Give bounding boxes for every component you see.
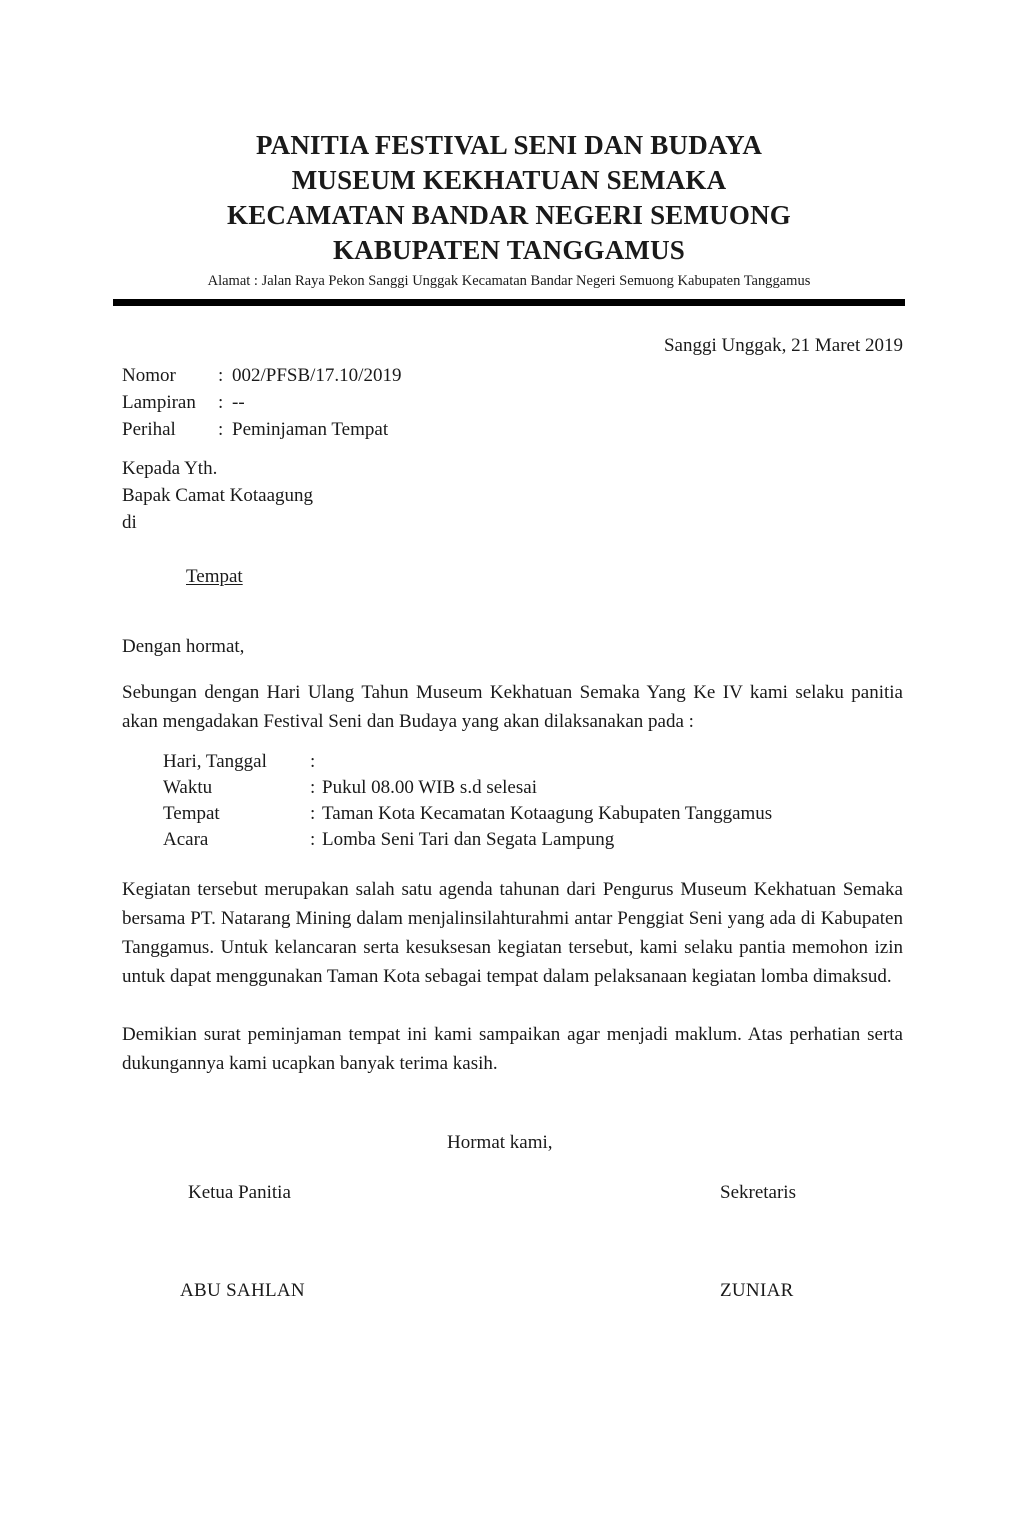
addressee-block <box>122 455 313 590</box>
addressee-recipient: Bapak Camat Kotaagung <box>122 485 314 506</box>
reference-label-nomor: Nomor <box>122 365 176 386</box>
signature-name-ketua-panitia: ABU SAHLAN <box>180 1280 305 1301</box>
body-intro-paragraph: Sebungan dengan Hari Ulang Tahun Museum Kekhatuan Semaka Yang Ke IV kami selaku panitia akan mengadakan Festival Seni dan Budaya yang akan dilaksanakan pada : <box>122 682 903 732</box>
reference-block <box>122 362 401 443</box>
detail-label-acara: Acara <box>163 829 209 850</box>
signature-title-sekretaris: Sekretaris <box>720 1182 796 1203</box>
detail-row-acara <box>163 827 772 853</box>
detail-label-hari-tanggal: Hari, Tanggal <box>163 751 267 772</box>
detail-row-hari-tanggal <box>163 749 772 775</box>
signature-title-ketua-panitia: Ketua Panitia <box>188 1182 291 1203</box>
addressee-place-row <box>122 563 313 590</box>
detail-row-tempat <box>163 801 772 827</box>
reference-value-nomor: 002/PFSB/17.10/2019 <box>232 365 402 386</box>
letterhead <box>113 128 905 291</box>
detail-label-tempat: Tempat <box>163 803 220 824</box>
reference-value-lampiran: -- <box>232 392 245 413</box>
detail-colon-tempat: : <box>310 803 316 824</box>
signature-closing-phrase: Hormat kami, <box>447 1132 553 1153</box>
detail-label-waktu: Waktu <box>163 777 213 798</box>
letterhead-address: Alamat : Jalan Raya Pekon Sanggi Unggak Kecamatan Bandar Negeri Semuong Kabupaten Tanggamus <box>207 273 811 289</box>
reference-colon-lampiran: : <box>218 392 224 413</box>
reference-row-perihal <box>122 416 401 443</box>
detail-colon-waktu: : <box>310 777 316 798</box>
signature-name-sekretaris: ZUNIAR <box>720 1280 794 1301</box>
dateline: Sanggi Unggak, 21 Maret 2019 <box>663 335 903 356</box>
reference-colon-nomor: : <box>218 365 224 386</box>
body-salutation: Dengan hormat, <box>122 636 245 657</box>
reference-row-lampiran <box>122 389 401 416</box>
reference-colon-perihal: : <box>218 419 224 440</box>
detail-row-waktu <box>163 775 772 801</box>
event-details-list <box>163 749 772 853</box>
detail-value-tempat: Taman Kota Kecamatan Kotaagung Kabupaten Tanggamus <box>322 803 773 824</box>
header-divider-rule <box>113 299 905 306</box>
detail-value-acara: Lomba Seni Tari dan Segata Lampung <box>322 829 615 850</box>
reference-row-nomor <box>122 362 401 389</box>
addressee-place: Tempat <box>186 566 243 587</box>
detail-value-waktu: Pukul 08.00 WIB s.d selesai <box>322 777 537 798</box>
addressee-di: di <box>122 512 137 533</box>
reference-label-perihal: Perihal <box>122 419 176 440</box>
letterhead-line-3: KECAMATAN BANDAR NEGERI SEMUONG <box>227 200 791 230</box>
reference-value-perihal: Peminjaman Tempat <box>232 419 389 440</box>
body-main-paragraph: Kegiatan tersebut merupakan salah satu agenda tahunan dari Pengurus Museum Kekhatuan Semaka bersama PT. Natarang Mining dalam menjalinsilahturahmi antar Penggiat Seni yang ada di Kabupaten Tanggamus. Untuk kelancaran serta kesuksesan kegiatan tersebut, kami selaku pantia memohon izin untuk dapat menggunakan Taman Kota sebagai tempat dalam pelaksanaan kegiatan lomba dimaksud. <box>122 879 903 987</box>
letterhead-line-4: KABUPATEN TANGGAMUS <box>332 235 686 265</box>
body-closing-paragraph: Demikian surat peminjaman tempat ini kami sampaikan agar menjadi maklum. Atas perhatian serta dukungannya kami ucapkan banyak terima kasih. <box>122 1024 903 1074</box>
letterhead-line-1: PANITIA FESTIVAL SENI DAN BUDAYA <box>255 130 763 160</box>
detail-colon-acara: : <box>310 829 316 850</box>
letterhead-line-2: MUSEUM KEKHATUAN SEMAKA <box>291 165 727 195</box>
reference-label-lampiran: Lampiran <box>122 392 196 413</box>
addressee-salutation: Kepada Yth. <box>122 458 218 479</box>
detail-colon-hari-tanggal: : <box>310 751 316 772</box>
